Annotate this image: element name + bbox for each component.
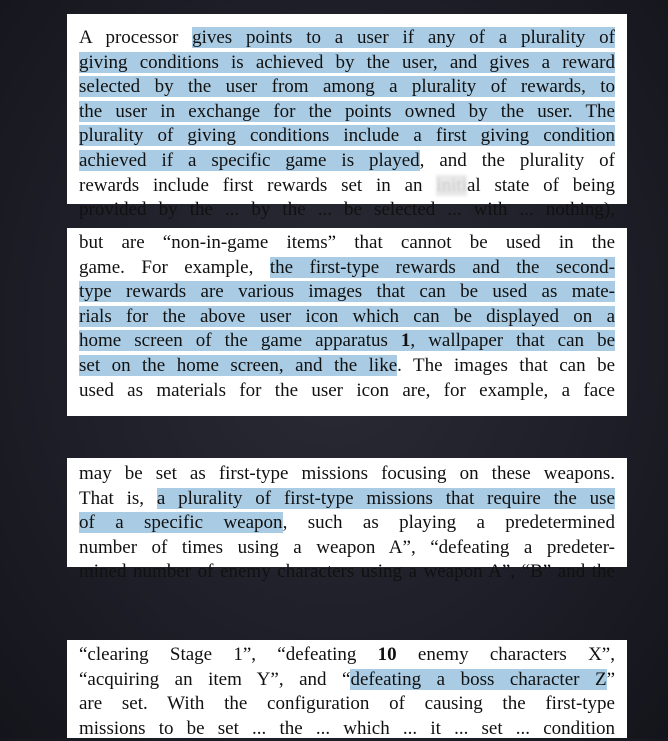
text-line	[79, 462, 615, 487]
text-line	[79, 174, 615, 199]
highlighted-text: , wallpaper that can be	[410, 330, 615, 352]
highlighted-text: selected by the user from among a plurality of rewards, to	[79, 76, 615, 98]
text-line	[79, 124, 615, 149]
highlighted-text: type rewards are various images that can be used as mate-	[79, 281, 615, 303]
text-span: 10	[377, 644, 397, 665]
highlighted-text: defeating a boss character Z	[350, 668, 607, 690]
text-span: enemy characters X”,	[396, 644, 615, 665]
text-span: ”	[606, 668, 615, 690]
highlighted-text: 1	[400, 330, 411, 352]
highlighted-text: plurality of giving conditions include a first giving condition	[79, 125, 615, 147]
text-line	[79, 305, 615, 330]
highlighted-text: gives points to a user if any of a plurality of	[192, 27, 615, 48]
text-line	[79, 354, 615, 379]
text-line	[79, 717, 615, 741]
text-line	[79, 149, 615, 174]
highlighted-text: the user in exchange for the points owned by the user. The	[79, 100, 615, 122]
highlighted-text: set on the home screen, and the like	[79, 354, 398, 376]
highlighted-text: achieved if a specific game is played	[79, 149, 420, 171]
highlighted-text: of a specific weapon	[79, 512, 283, 534]
text-line	[79, 560, 615, 585]
text-excerpt-1	[67, 14, 627, 221]
text-span: mined number of enemy characters using a weapon A”, “B” and the	[79, 561, 615, 583]
text-line	[79, 643, 615, 668]
text-line	[79, 379, 615, 404]
highlighted-text: the first-type rewards and the second-	[269, 256, 615, 278]
text-line	[79, 100, 615, 125]
text-span: A processor	[79, 27, 193, 48]
text-line	[79, 692, 615, 717]
text-span: are set. With the configuration of causing the first-type	[79, 693, 615, 715]
text-span: . The images that can be	[397, 354, 616, 376]
text-span: number of times using a weapon A”, “defeating a predeter-	[79, 536, 615, 558]
text-line	[79, 329, 615, 354]
text-excerpt-2	[67, 228, 627, 416]
text-line	[79, 51, 615, 76]
text-span: but are “non-in-game items” that cannot be used in the	[79, 232, 615, 253]
highlighted-text: home screen of the game apparatus	[79, 330, 401, 352]
obscured-text: initi	[436, 174, 467, 196]
text-line	[79, 198, 615, 223]
text-line	[79, 280, 615, 305]
text-span: That is,	[79, 487, 157, 509]
highlighted-text: rials for the above user icon which can be displayed on a	[79, 305, 615, 327]
text-span: “clearing Stage 1”, “defeating	[79, 644, 378, 665]
text-span: may be set as first-type missions focusing on these weapons.	[79, 463, 615, 484]
text-span: , such as playing a predetermined	[282, 512, 615, 534]
highlighted-text: a plurality of first-type missions that require the use	[156, 487, 615, 509]
text-span: game. For example,	[79, 256, 270, 278]
text-line	[79, 668, 615, 693]
text-span: used as materials for the user icon are, for example, a face	[79, 379, 615, 401]
highlighted-text: giving conditions is achieved by the user, and gives a reward	[79, 51, 615, 73]
text-span: rewards include first rewards set in an	[79, 174, 437, 196]
text-line	[79, 75, 615, 100]
text-line	[79, 26, 615, 51]
text-excerpt-4	[67, 640, 627, 738]
text-line	[79, 487, 615, 512]
text-line	[79, 536, 615, 561]
text-line	[79, 231, 615, 256]
text-span: al state of being	[466, 174, 615, 196]
text-span: missions to be set ... the ... which ... it ... set ... condition	[79, 717, 615, 739]
text-span: “acquiring an item Y”, and “	[79, 668, 351, 690]
text-span: provided by the ... by the ... be selected ... with ... nothing),	[79, 199, 615, 221]
text-span: , and the plurality of	[419, 149, 615, 171]
text-line	[79, 511, 615, 536]
text-line	[79, 256, 615, 281]
text-excerpt-3	[67, 458, 627, 583]
